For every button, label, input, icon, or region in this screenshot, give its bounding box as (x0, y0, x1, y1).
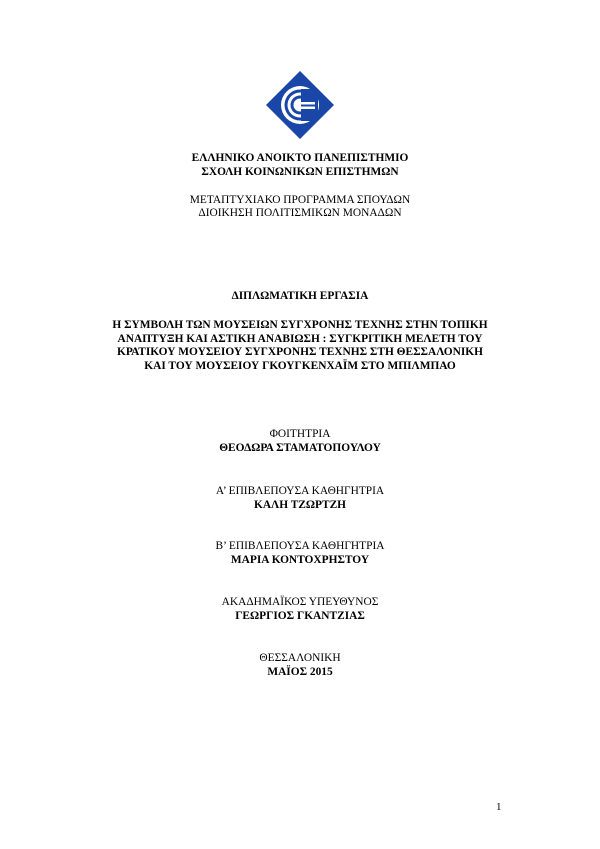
program-line-1: ΜΕΤΑΠΤΥΧΙΑΚΟ ΠΡΟΓΡΑΜΜΑ ΣΠΟΥΔΩΝ (189, 194, 411, 206)
supervisor-a-name: ΚΑΛΗ ΤΖΩΡΤΖΗ (253, 499, 347, 511)
eap-university-logo-icon (266, 71, 334, 139)
thesis-title-line-2: ΑΝΑΠΤΥΞΗ ΚΑΙ ΑΣΤΙΚΗ ΑΝΑΒΙΩΣΗ : ΣΥΓΚΡΙΤΙΚΗ ΜΕΛΕΤΗ ΤΟΥ (117, 333, 483, 345)
thesis-title-line-1: Η ΣΥΜΒΟΛΗ ΤΩΝ ΜΟΥΣΕΙΩΝ ΣΥΓΧΡΟΝΗΣ ΤΕΧΝΗΣ ΣΤΗΝ ΤΟΠΙΚΗ (112, 319, 488, 331)
university-name: ΕΛΛΗΝΙΚΟ ΑΝΟΙΚΤΟ ΠΑΝΕΠΙΣΤΗΜΙΟ (191, 152, 409, 164)
city: ΘΕΣΣΑΛΟΝΙΚΗ (259, 652, 341, 664)
supervisor-b-name: ΜΑΡΙΑ ΚΟΝΤΟΧΡΗΣΤΟΥ (230, 554, 370, 566)
student-name: ΘΕΟΔΩΡΑ ΣΤΑΜΑΤΟΠΟΥΛΟΥ (219, 442, 381, 454)
supervisor-a-role: Α’ ΕΠΙΒΛΕΠΟΥΣΑ ΚΑΘΗΓΗΤΡΙΑ (215, 485, 385, 497)
program-line-2: ΔΙΟΙΚΗΣΗ ΠΟΛΙΤΙΣΜΙΚΩΝ ΜΟΝΑΔΩΝ (198, 207, 402, 219)
academic-name: ΓΕΩΡΓΙΟΣ ΓΚΑΝΤΖΙΑΣ (235, 610, 365, 622)
thesis-title-line-3: ΚΡΑΤΙΚΟΥ ΜΟΥΣΕΙΟΥ ΣΥΓΧΡΟΝΗΣ ΤΕΧΝΗΣ ΣΤΗ ΘΕΣΣΑΛΟΝΙΚΗ (117, 346, 483, 358)
page-number: 1 (496, 801, 502, 813)
thesis-title-line-4: ΚΑΙ ΤΟΥ ΜΟΥΣΕΙΟΥ ΓΚΟΥΓΚΕΝΧΑΪΜ ΣΤΟ ΜΠΙΛΜΠΑΟ (144, 360, 456, 372)
student-role: ΦΟΙΤΗΤΡΙΑ (269, 428, 331, 440)
school-name: ΣΧΟΛΗ ΚΟΙΝΩΝΙΚΩΝ ΕΠΙΣΤΗΜΩΝ (201, 166, 399, 178)
thesis-type: ΔΙΠΛΩΜΑΤΙΚΗ ΕΡΓΑΣΙΑ (231, 290, 369, 302)
date: ΜΑΪΟΣ 2015 (267, 666, 333, 678)
supervisor-b-role: Β’ ΕΠΙΒΛΕΠΟΥΣΑ ΚΑΘΗΓΗΤΡΙΑ (215, 540, 385, 552)
academic-role: ΑΚΑΔΗΜΑΪΚΟΣ ΥΠΕΥΘΥΝΟΣ (221, 596, 379, 608)
